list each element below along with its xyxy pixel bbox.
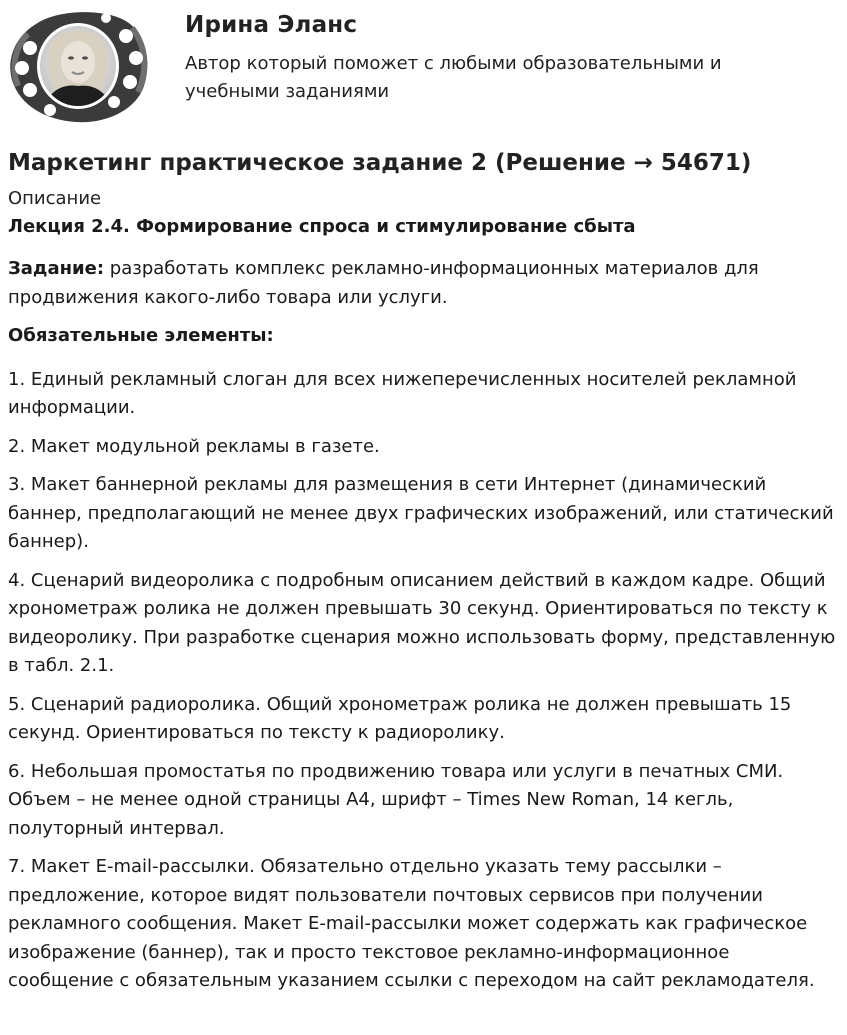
author-avatar[interactable]: [6, 6, 151, 126]
list-item: 4. Сценарий видеоролика с подробным описанием действий в каждом кадре. Общий хронометраж ролика не должен превышать 30 секунд. Ориентироваться по тексту к видеоролику. При разработке сценария можно использовать форму, представленную в табл. 2.1.: [8, 569, 836, 676]
list-item: 2. Макет модульной рекламы в газете.: [8, 435, 380, 457]
film-reel-portrait-icon: [6, 6, 151, 126]
description-label: Описание: [8, 188, 102, 209]
required-label: Обязательные элементы:: [8, 325, 274, 346]
page-title: Маркетинг практическое задание 2 (Решение → 54671): [8, 150, 752, 176]
list-item: 6. Небольшая промостатья по продвижению товара или услуги в печатных СМИ. Объем – не менее одной страницы А4, шрифт – Times New Roman, 14 кегль, полуторный интервал.: [8, 760, 784, 839]
task-paragraph: [8, 255, 838, 312]
list-item: 5. Сценарий радиоролика. Общий хронометраж ролика не должен превышать 15 секунд. Ориентироваться по тексту к радиоролику.: [8, 693, 792, 743]
lecture-title: Лекция 2.4. Формирование спроса и стимулирование сбыта: [8, 216, 636, 237]
author-description: Автор который поможет с любыми образовательными и учебными заданиями: [185, 53, 722, 102]
list-item: 7. Макет E-mail-рассылки. Обязательно отдельно указать тему рассылки – предложение, которое видят пользователи почтовых сервисов при получении рекламного сообщения. Макет E-mail-рассылки может содержать как графическое изображение (баннер), так и просто текстовое рекламно-информационное сообщение с обязательным указанием ссылки с переходом на сайт рекламодателя.: [8, 856, 815, 991]
author-name[interactable]: Ирина Эланс: [185, 12, 358, 38]
list-item: 3. Макет баннерной рекламы для размещения в сети Интернет (динамический баннер, предполагающий не менее двух графических изображений, или статический баннер).: [8, 474, 834, 552]
list-item: 1. Единый рекламный слоган для всех нижеперечисленных носителей рекламной информации.: [8, 368, 797, 418]
task-text: разработать комплекс рекламно-информационных материалов для продвижения какого-либо товара или услуги.: [8, 258, 759, 308]
author-header: [0, 0, 847, 130]
task-content: [8, 146, 838, 996]
task-label: Задание:: [8, 258, 105, 279]
